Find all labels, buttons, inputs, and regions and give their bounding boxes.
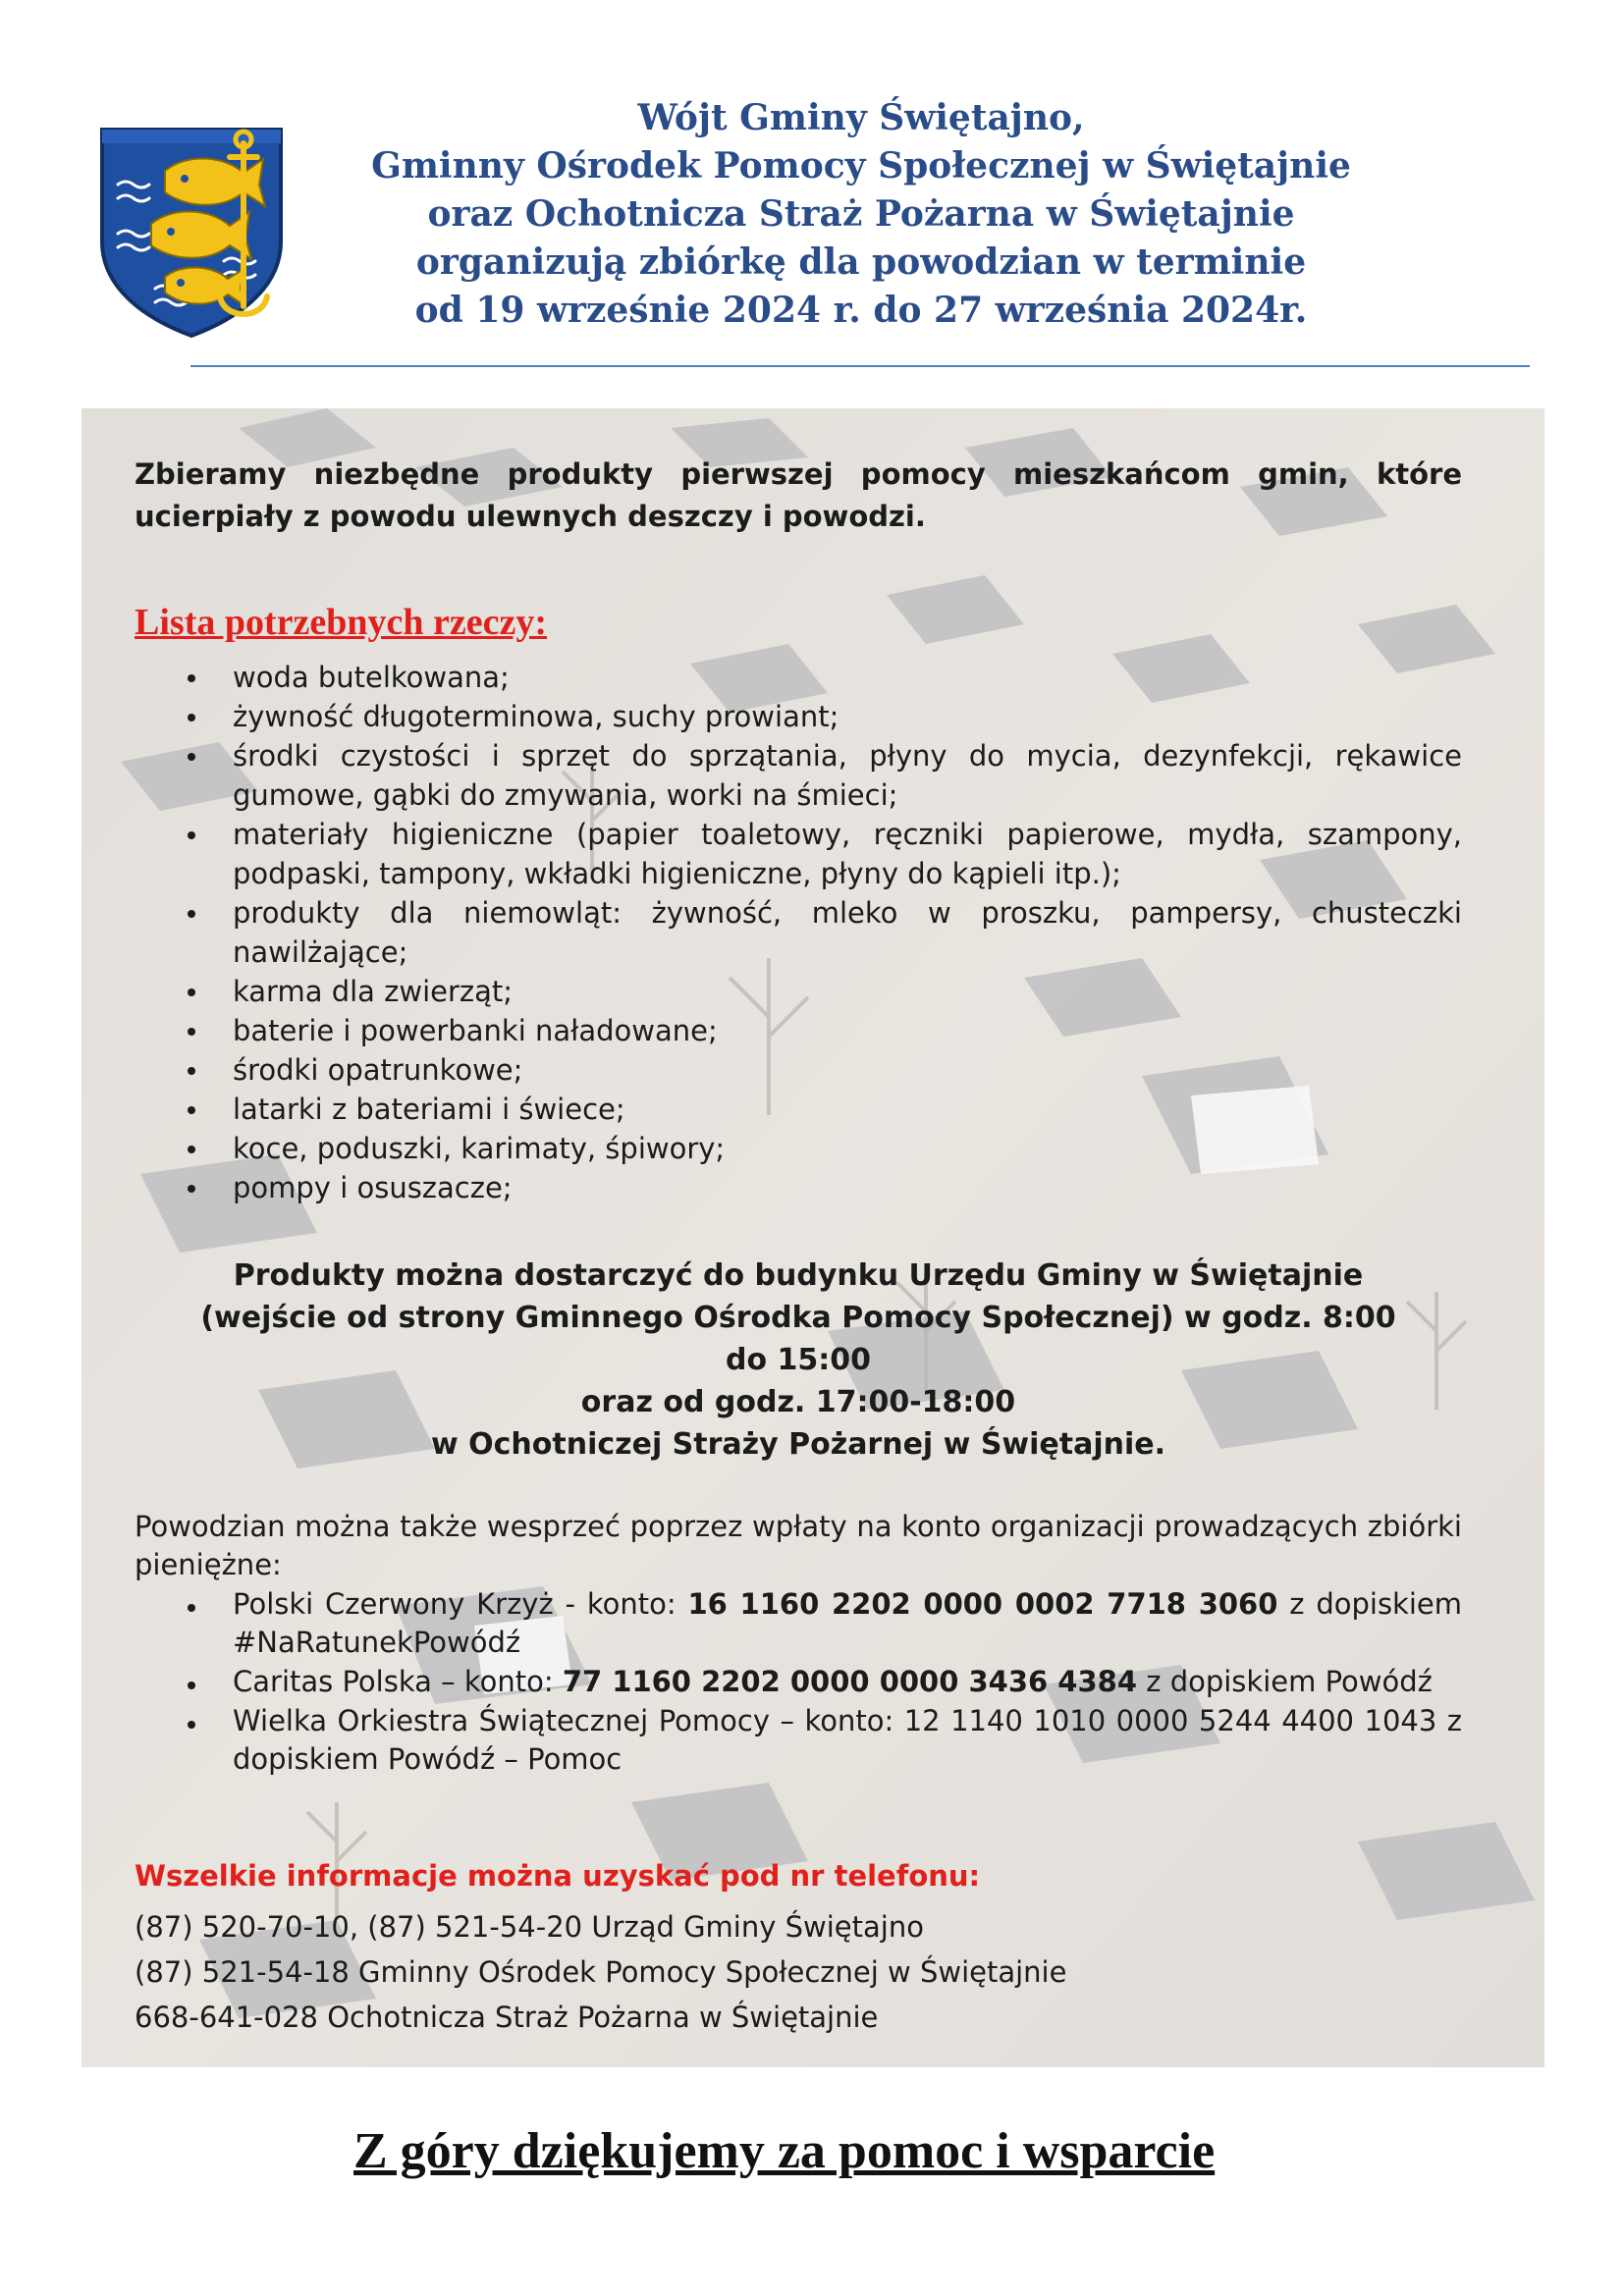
header-line: od 19 wrześnie 2024 r. do 27 września 2024r. <box>414 290 1308 331</box>
intro-text: Zbieramy niezbędne produkty pierwszej pomocy mieszkańcom gmin, które ucierpiały z powodu ulewnych deszczy i powodzi. <box>135 457 1462 533</box>
header-divider <box>190 365 1530 367</box>
phone-line: 668-641-028 Ochotnicza Straż Pożarna w Świętajnie <box>135 2001 879 2034</box>
phone-list <box>135 1904 1462 2040</box>
list-item: latarki z bateriami i świece; <box>135 1090 1462 1129</box>
phone-line: (87) 520-70-10, (87) 521-54-20 Urząd Gminy Świętajno <box>135 1910 924 1944</box>
list-item: pompy i osuszacze; <box>135 1168 1462 1207</box>
contact-heading: Wszelkie informacje można uzyskać pod nr telefonu: <box>135 1859 981 1893</box>
list-item: produkty dla niemowląt: żywność, mleko w proszku, pampersy, chusteczki nawilżające; <box>135 893 1462 972</box>
dropoff-line: do 15:00 <box>725 1343 872 1377</box>
header-line: oraz Ochotnicza Straż Pożarna w Świętajnie <box>427 193 1295 235</box>
donation-caritas <box>135 1663 1462 1701</box>
header-line: Wójt Gminy Świętajno, <box>637 97 1085 138</box>
dropoff-info <box>135 1255 1462 1466</box>
donation-section <box>135 1508 1462 1779</box>
bank-account-number: 16 1160 2202 0000 0002 7718 3060 <box>687 1587 1278 1621</box>
dropoff-line: Produkty można dostarczyć do budynku Urzędu Gminy w Świętajnie <box>233 1258 1364 1293</box>
donation-label: Caritas Polska – konto: <box>233 1665 563 1698</box>
dropoff-line: w Ochotniczej Straży Pożarnej w Świętajnie. <box>430 1427 1166 1462</box>
donation-pck <box>135 1585 1462 1662</box>
header-title <box>295 94 1428 335</box>
phone-line: (87) 521-54-18 Gminny Ośrodek Pomocy Społecznej w Świętajnie <box>135 1955 1067 1989</box>
donation-note: z dopiskiem Powódź <box>1137 1665 1433 1698</box>
header-line: Gminny Ośrodek Pomocy Społecznej w Świętajnie <box>371 145 1351 187</box>
donation-note: z dopiskiem #NaRatunekPowódź <box>233 1587 1462 1659</box>
donation-intro: Powodzian można także wesprzeć poprzez wpłaty na konto organizacji prowadzących zbiórki pieniężne: <box>135 1510 1462 1581</box>
needs-list <box>135 658 1462 1207</box>
list-item: woda butelkowana; <box>135 658 1462 697</box>
list-item: baterie i powerbanki naładowane; <box>135 1011 1462 1050</box>
list-item: środki czystości i sprzęt do sprzątania, płyny do mycia, dezynfekcji, rękawice gumowe, gąbki do zmywania, worki na śmieci; <box>135 736 1462 815</box>
header-line: organizują zbiórkę dla powodzian w terminie <box>415 241 1307 283</box>
bank-account-number: 77 1160 2202 0000 0000 3436 4384 <box>562 1665 1138 1698</box>
needs-list-title: Lista potrzebnych rzeczy: <box>135 602 547 643</box>
donation-wosp: Wielka Orkiestra Świątecznej Pomocy – konto: 12 1140 1010 0000 5244 4400 1043 z dopiskiem Powódź – Pomoc <box>135 1702 1462 1779</box>
list-item: środki opatrunkowe; <box>135 1050 1462 1090</box>
list-item: karma dla zwierząt; <box>135 972 1462 1011</box>
thanks-footer: Z góry dziękujemy za pomoc i wsparcie <box>353 2123 1216 2179</box>
dropoff-line: oraz od godz. 17:00-18:00 <box>580 1385 1016 1419</box>
donation-label: Polski Czerwony Krzyż - konto: <box>233 1587 688 1621</box>
list-item: materiały higieniczne (papier toaletowy, ręczniki papierowe, mydła, szampony, podpaski, tampony, wkładki higieniczne, płyny do kąpieli itp.); <box>135 815 1462 893</box>
dropoff-line: (wejście od strony Gminnego Ośrodka Pomocy Społecznej) w godz. 8:00 <box>200 1301 1396 1335</box>
list-item: koce, poduszki, karimaty, śpiwory; <box>135 1129 1462 1168</box>
coat-of-arms-icon <box>96 124 287 342</box>
list-item: żywność długoterminowa, suchy prowiant; <box>135 697 1462 736</box>
